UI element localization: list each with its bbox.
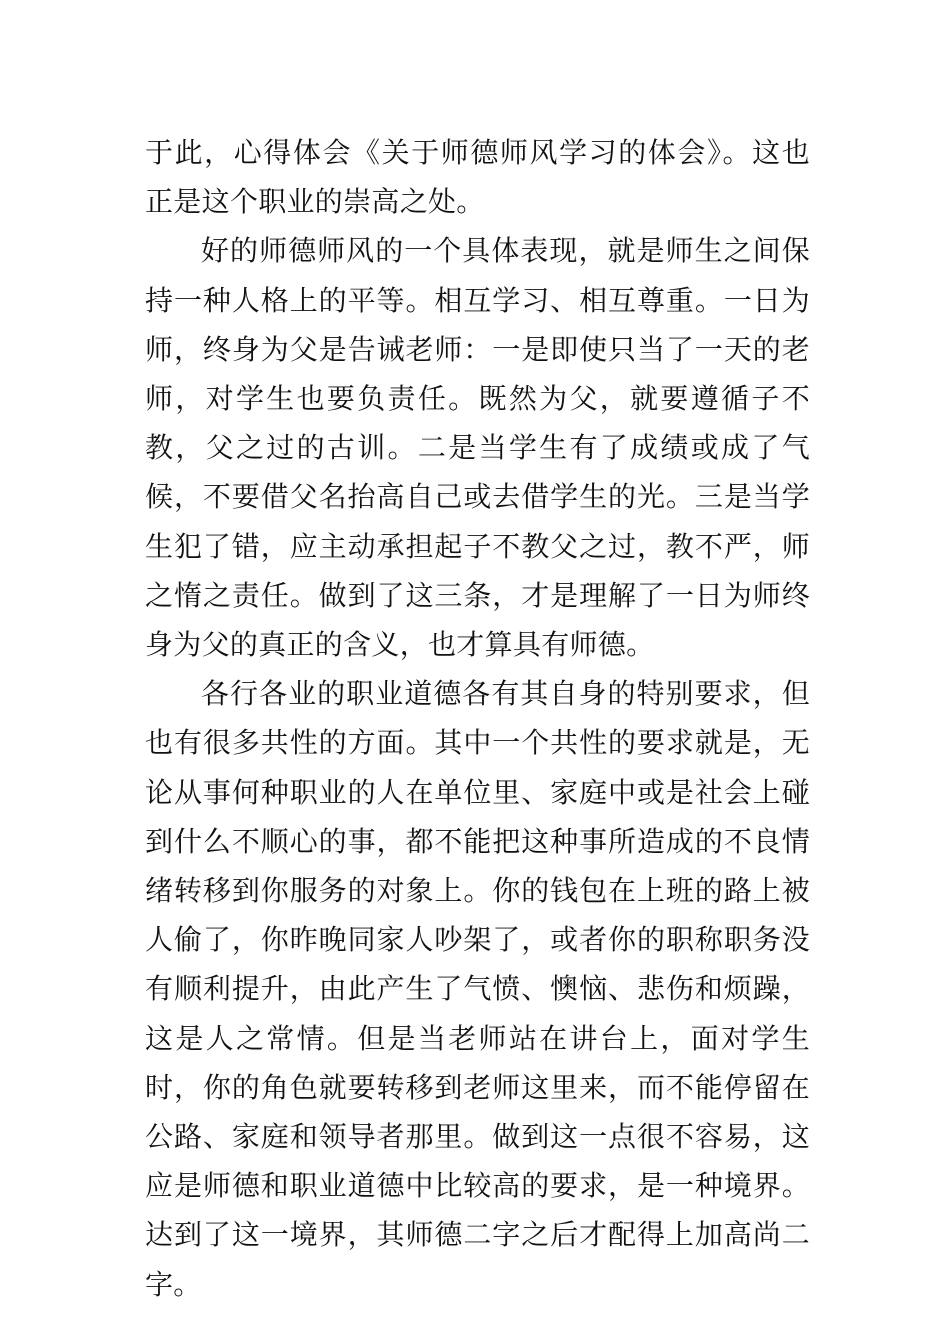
paragraph-continuation: 于此，心得体会《关于师德师风学习的体会》。这也正是这个职业的崇高之处。 (145, 136, 810, 219)
paragraph-professional-ethics: 各行各业的职业道德各有其自身的特别要求，但也有很多共性的方面。其中一个共性的要求就是，无论从事何种职业的人在单位里、家庭中或是社会上碰到什么不顺心的事，都不能把这种事所造成的不良情绪转移到你服务的对象上。你的钱包在上班的路上被人偷了，你昨晚同家人吵架了，或者你的职称职务没有顺利提升，由此产生了气愤、懊恼、悲伤和烦躁，这是人之常情。但是当老师站在讲台上，面对学生时，你的角色就要转移到老师这里来，而不能停留在公路、家庭和领导者那里。做到这一点很不容易，这应是师德和职业道德中比较高的要求，是一种境界。达到了这一境界，其师德二字之后才配得上加高尚二字。 (145, 677, 810, 1301)
paragraph-teacher-ethics: 好的师德师风的一个具体表现，就是师生之间保持一种人格上的平等。相互学习、相互尊重。一日为师，终身为父是告诫老师：一是即使只当了一天的老师，对学生也要负责任。既然为父，就要遵循子不教，父之过的古训。二是当学生有了成绩或成了气候，不要借父名抬高自己或去借学生的光。三是当学生犯了错，应主动承担起子不教父之过，教不严，师之惰之责任。做到了这三条，才是理解了一日为师终身为父的真正的含义，也才算具有师德。 (145, 234, 810, 662)
body-text (145, 128, 810, 1309)
